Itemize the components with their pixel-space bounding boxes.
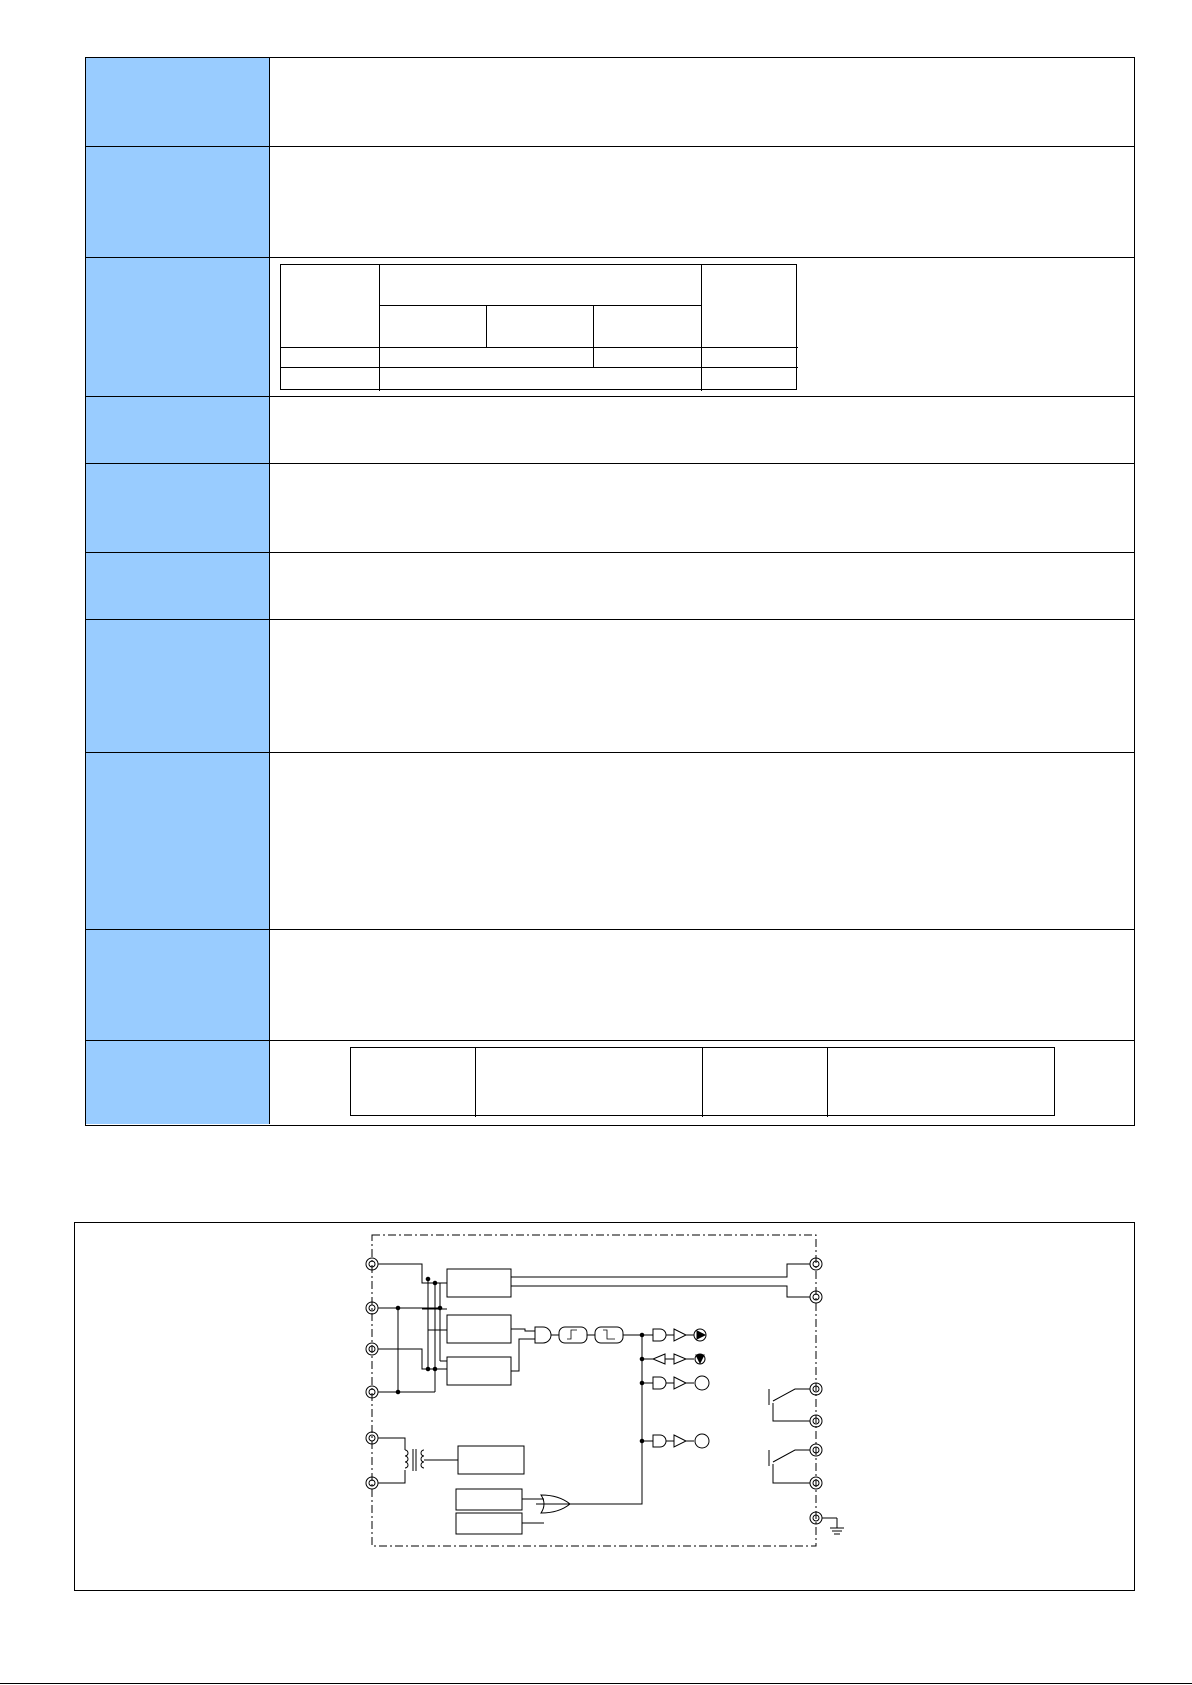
spec-row-2: [86, 147, 1134, 258]
model-table: [350, 1047, 1055, 1116]
spec-value-1: [270, 58, 1134, 146]
spec-row-4: [86, 397, 1134, 464]
ground-icon: [822, 1518, 844, 1534]
fault-block: [456, 1489, 522, 1510]
spec-row-8: [86, 753, 1134, 930]
model-table-cell: [475, 1048, 476, 1117]
fault-block: [456, 1513, 522, 1534]
spec-value-2: [270, 147, 1134, 257]
transformer-icon: [378, 1438, 458, 1483]
rating-table-cell: [593, 305, 594, 367]
enclosure-outline: [372, 1235, 816, 1546]
output-1: [642, 1329, 706, 1341]
spec-value-10: [270, 1041, 1134, 1124]
spec-label-7: [86, 620, 270, 752]
spec-row-9: [86, 930, 1134, 1041]
spec-label-2: [86, 147, 270, 257]
rating-table-cell: [486, 305, 487, 347]
spec-label-10: [86, 1041, 270, 1124]
spec-value-5: [270, 464, 1134, 552]
filter-block: [595, 1327, 623, 1343]
rating-table-cell: [379, 347, 380, 391]
spec-row-5: [86, 464, 1134, 553]
spec-label-5: [86, 464, 270, 552]
spec-value-6: [270, 553, 1134, 619]
spec-label-8: [86, 753, 270, 929]
processing-block: [447, 1269, 511, 1297]
spec-value-4: [270, 397, 1134, 463]
rating-table-cell: [379, 265, 380, 347]
wiring-diagram-box: [74, 1222, 1135, 1591]
spec-row-1: [86, 58, 1134, 147]
spec-row-6: [86, 553, 1134, 620]
spec-table: [85, 57, 1135, 1126]
spec-value-7: [270, 620, 1134, 752]
spec-label-4: [86, 397, 270, 463]
rating-table-cell: [701, 265, 702, 391]
spec-row-10: [86, 1041, 1134, 1124]
spec-value-9: [270, 930, 1134, 1040]
filter-block: [559, 1327, 587, 1343]
spec-label-3: [86, 258, 270, 396]
spec-label-9: [86, 930, 270, 1040]
spec-label-1: [86, 58, 270, 146]
processing-block: [447, 1357, 511, 1385]
output-3: [642, 1376, 709, 1390]
model-table-cell: [827, 1048, 828, 1117]
footer-rule: [0, 1683, 1192, 1684]
relay-coil-icon: [695, 1376, 709, 1390]
spec-value-3: [270, 258, 1134, 396]
rating-table-cell: [281, 347, 798, 348]
relay-coil-icon: [695, 1434, 709, 1448]
rating-table: [280, 264, 797, 390]
spec-row-7: [86, 620, 1134, 753]
model-table-cell: [702, 1048, 703, 1117]
spec-value-8: [270, 753, 1134, 929]
processing-block: [447, 1315, 511, 1343]
spec-label-6: [86, 553, 270, 619]
output-4: [642, 1434, 709, 1448]
rating-table-cell: [379, 305, 701, 306]
relay-contact-2: [769, 1450, 810, 1483]
power-supply-block: [458, 1446, 524, 1474]
wiring-diagram: [75, 1223, 1134, 1590]
output-2: [642, 1354, 705, 1364]
rating-table-cell: [281, 367, 798, 368]
relay-contact-1: [769, 1389, 810, 1421]
input-wiring: [378, 1264, 447, 1394]
and-gate: [535, 1327, 551, 1343]
spec-row-3: [86, 258, 1134, 397]
